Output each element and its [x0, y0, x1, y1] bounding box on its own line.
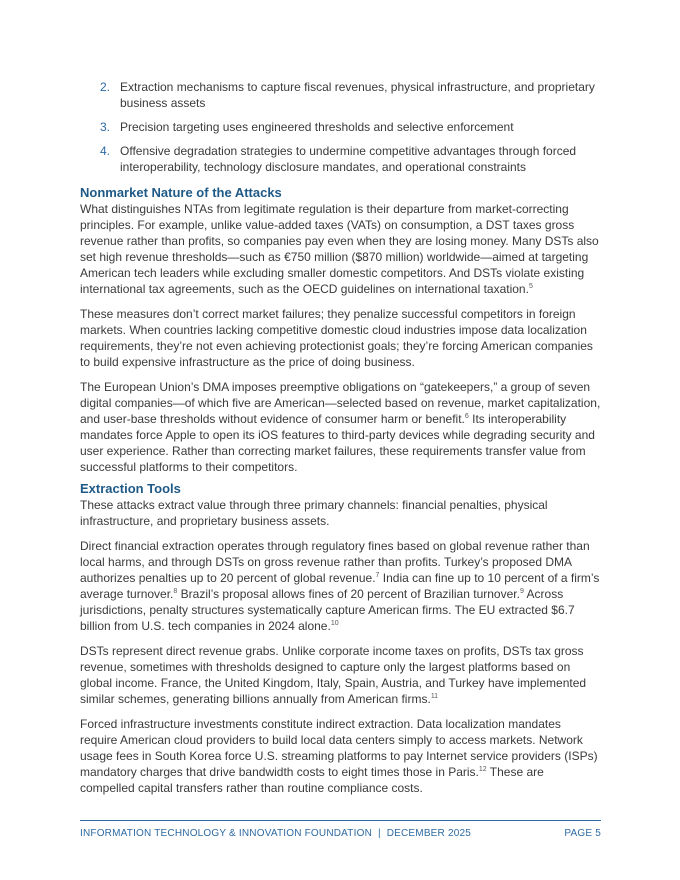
paragraph: [80, 201, 601, 297]
paragraph: [80, 643, 601, 707]
paragraph: [80, 716, 601, 796]
paragraph-text: The European Union’s DMA imposes preemptive obligations on “gatekeepers,” a group of seven digital companies—of which five are American—selected based on revenue, market capitalization, and user-base thresholds without evidence of consumer harm or benefit.: [80, 380, 601, 426]
paragraph: These attacks extract value through three primary channels: financial penalties, physical infrastructure, and proprietary business assets.: [80, 498, 548, 528]
page-number: PAGE 5: [564, 828, 601, 839]
footnote-ref[interactable]: 12: [478, 766, 487, 773]
list-number: 4.: [100, 144, 111, 158]
paragraph-text: These are compelled capital transfers rather than routine compliance costs.: [80, 765, 544, 795]
footnote-ref[interactable]: 9: [519, 588, 524, 595]
section-heading: Extraction Tools: [80, 481, 181, 496]
paragraph: [80, 538, 601, 634]
list-number: 2.: [100, 80, 111, 94]
paragraph-text: Direct financial extraction operates through regulatory fines based on global revenue rather than local harms, and through DSTs on gross revenue rather than profits. Turkey’s proposed DMA authorizes penalties up to 20 percent of global revenue.: [80, 539, 590, 585]
paragraph: These measures don’t correct market failures; they penalize successful competitors in foreign markets. When countries lacking competitive domestic cloud industries impose data localization requirements, they’re not even achieving protectionist goals; they’re forcing American companies to build expensive infrastructure as the price of doing business.: [80, 307, 593, 369]
list-text: Offensive degradation strategies to undermine competitive advantages through forced interoperability, technology disclosure mandates, and operational constraints: [120, 144, 577, 174]
paragraph-text: Brazil’s proposal allows fines of 20 percent of Brazilian turnover.: [177, 587, 520, 601]
footnote-ref[interactable]: 10: [330, 620, 339, 627]
footer-publisher: INFORMATION TECHNOLOGY & INNOVATION FOUNDATION | DECEMBER 2025: [80, 828, 472, 839]
list-item: [80, 119, 601, 135]
paragraph-text: What distinguishes NTAs from legitimate regulation is their departure from market-correcting principles. For example, unlike value-added taxes (VATs) on consumption, a DST taxes gross revenue rather than profits, so companies pay even when they are losing money. Many DSTs also set high revenue thresholds—such as €750 million ($870 million) worldwide—aimed at targeting American tech leaders while excluding smaller domestic competitors. And DSTs violate existing international tax agreements, such as the OECD guidelines on international taxation.: [80, 202, 599, 296]
footnote-ref[interactable]: 5: [528, 283, 533, 290]
footnote-ref[interactable]: 11: [430, 693, 439, 700]
paragraph: [80, 379, 601, 475]
paragraph-text: Its interoperability mandates force Apple to open its iOS features to third-party devices while degrading security and user experience. Rather than correcting market failures, these requirements transfer value from successful platforms to their competitors.: [80, 412, 595, 474]
footer-divider: [80, 820, 601, 821]
paragraph-text: DSTs represent direct revenue grabs. Unlike corporate income taxes on profits, DSTs tax gross revenue, sometimes with thresholds designed to capture only the largest platforms based on global income. France, the United Kingdom, Italy, Spain, Austria, and Turkey have implemented similar schemes, generating billions annually from American firms.: [80, 644, 587, 706]
list-text: Precision targeting uses engineered thresholds and selective enforcement: [120, 120, 514, 134]
footnote-ref[interactable]: 7: [375, 572, 380, 579]
paragraph-text: Across jurisdictions, penalty structures systematically capture American firms. The EU extracted $6.7 billion from U.S. tech companies in 2024 alone.: [80, 587, 575, 633]
footnote-ref[interactable]: 8: [173, 588, 178, 595]
footnote-ref[interactable]: 6: [464, 413, 469, 420]
section-heading: Nonmarket Nature of the Attacks: [80, 185, 282, 200]
paragraph-text: Forced infrastructure investments constitute indirect extraction. Data localization mandates require American cloud providers to build local data centers simply to access markets. Network usage fees in South Korea force U.S. streaming platforms to pay Internet service providers (ISPs) mandatory charges that drive bandwidth costs to eight times those in Paris.: [80, 717, 598, 779]
paragraph-text: India can fine up to 10 percent of a firm’s average turnover.: [80, 571, 600, 601]
list-text: Extraction mechanisms to capture fiscal revenues, physical infrastructure, and proprietary business assets: [120, 80, 595, 110]
section-extraction: [80, 481, 601, 805]
list-item: [80, 143, 601, 175]
list-number: 3.: [100, 120, 111, 134]
list-item: [80, 79, 601, 111]
section-nonmarket: [80, 185, 601, 484]
numbered-list: [80, 79, 601, 183]
